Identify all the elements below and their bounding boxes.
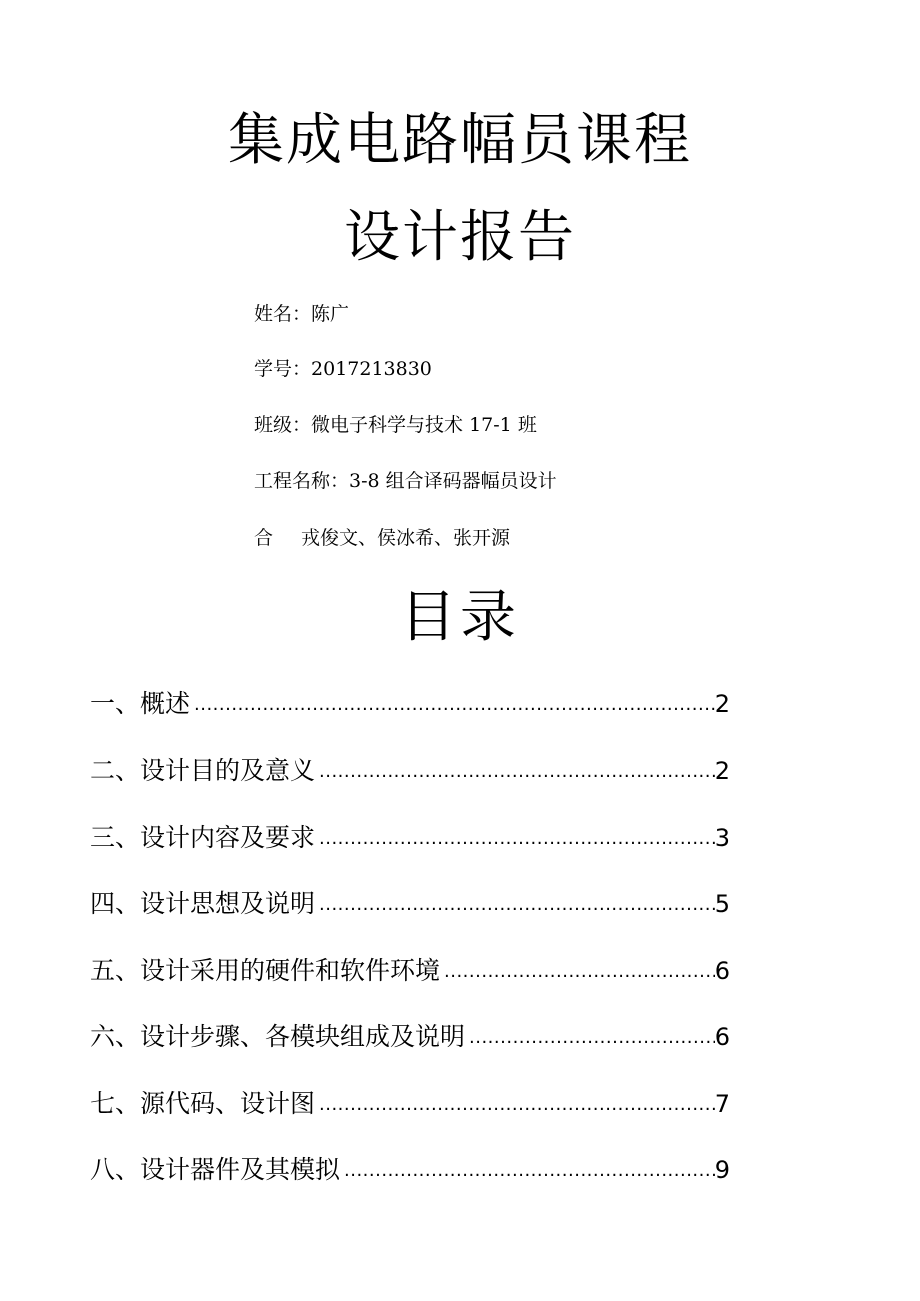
student-id-value: 2017213830 [311,358,432,380]
info-name-row [254,305,349,324]
toc-leader-dots [315,1096,715,1116]
toc-heading: 目录 [400,585,520,650]
toc-leader-dots [315,896,715,916]
toc-item-text: 八、设计器件及其模拟 [90,1155,341,1184]
toc-item-text: 四、设计思想及说明 [90,889,316,918]
info-partner-row [254,529,510,548]
project-value-number: 3-8 [349,470,380,492]
student-id-label: 学号： [254,358,312,380]
toc-item[interactable] [90,747,730,783]
toc-item[interactable] [90,680,730,716]
info-project-row [254,472,557,491]
report-title-line2: 设计报告 [344,205,576,270]
toc-leader-dots [440,963,715,983]
toc-item-page: 3 [714,824,730,852]
project-label: 工程名称： [254,470,350,492]
toc-item-page: 7 [714,1090,730,1118]
toc-item-page: 5 [714,890,730,918]
name-label: 姓名： [254,303,312,325]
toc-item[interactable] [90,880,730,916]
toc-leader-dots [315,763,715,783]
toc-item-page: 2 [714,757,730,785]
partner-value: 戎俊文、侯冰希、张开源 [301,527,511,549]
toc-item-text: 七、源代码、设计图 [90,1089,316,1118]
toc-item-page: 6 [714,957,730,985]
info-student-id-row [254,360,432,379]
name-value: 陈广 [311,303,350,325]
class-label: 班级： [254,414,312,436]
toc-item[interactable] [90,1013,730,1049]
toc-item[interactable] [90,814,730,850]
report-title-line1: 集成电路幅员课程 [228,108,692,173]
toc-item-text: 三、设计内容及要求 [90,823,316,852]
toc-leader-dots [340,1162,715,1182]
toc-leader-dots [465,1029,715,1049]
toc-item-text: 六、设计步骤、各模块组成及说明 [90,1022,466,1051]
toc-item[interactable] [90,1146,730,1182]
toc-leader-dots [190,696,715,716]
toc-item-page: 6 [714,1023,730,1051]
toc-item-text: 一、概述 [90,689,191,718]
partner-label: 合 [254,527,274,549]
toc-item[interactable] [90,947,730,983]
project-value-text: 组合译码器幅员设计 [385,470,557,492]
toc-item-page: 2 [714,690,730,718]
toc-item-text: 五、设计采用的硬件和软件环境 [90,956,441,985]
toc-item-text: 二、设计目的及意义 [90,756,316,785]
class-value-major: 微电子科学与技术 [311,414,464,436]
class-value-number: 17-1 [469,414,512,436]
class-value-suffix: 班 [517,414,537,436]
info-class-row [254,416,537,435]
toc-item-page: 9 [714,1156,730,1184]
toc-leader-dots [315,830,715,850]
toc-item[interactable] [90,1080,730,1116]
